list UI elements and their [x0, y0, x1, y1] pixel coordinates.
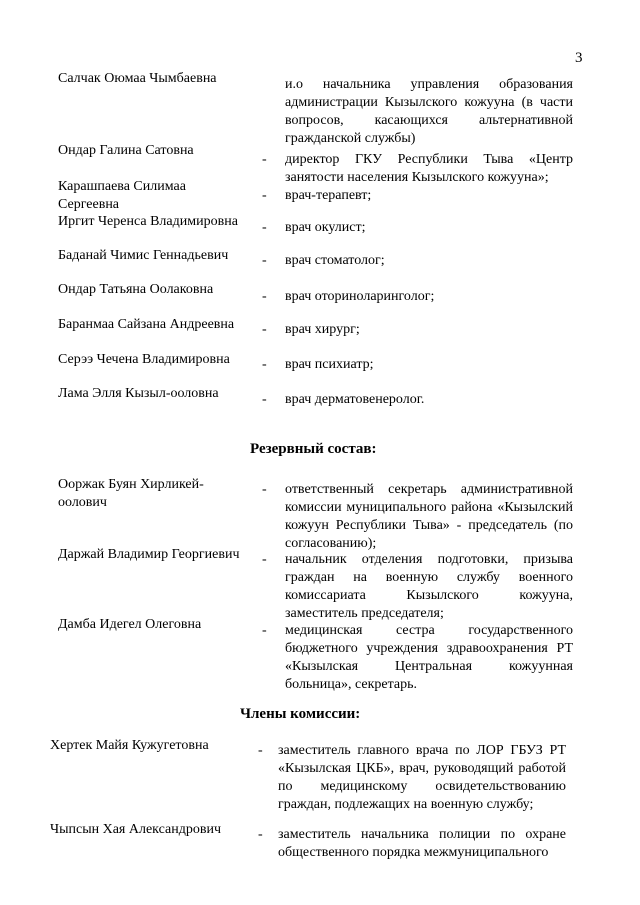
member-duty: врач дерматовенеролог.	[285, 392, 425, 407]
reserve-heading: Резервный состав:	[250, 441, 377, 457]
member-duty: врач оториноларинголог;	[285, 289, 435, 304]
members-heading: Члены комиссии:	[240, 706, 361, 722]
member-name: Ооржак Буян Хирликей-оолович	[58, 477, 204, 510]
list-dash: -	[262, 322, 267, 337]
member-duty: директор ГКУ Республики Тыва «Центр занятости населения Кызылского кожууна»;	[285, 152, 573, 185]
list-dash: -	[262, 289, 267, 304]
member-name: Баранмаа Сайзана Андреевна	[58, 317, 235, 332]
member-duty: врач психиатр;	[285, 357, 374, 372]
member-name: Салчак Оюмаа Чымбаевна	[58, 71, 217, 86]
list-dash: -	[262, 220, 267, 235]
member-name: Лама Элля Кызыл-ооловна	[58, 386, 219, 401]
member-name: Хертек Майя Кужугетовна	[50, 738, 209, 753]
list-dash: -	[262, 552, 267, 567]
list-dash: -	[262, 623, 267, 638]
member-name: Карашпаева Силимаа Сергеевна	[58, 179, 186, 212]
member-duty: врач-терапевт;	[285, 188, 372, 203]
member-name: Даржай Владимир Георгиевич	[58, 547, 240, 562]
member-name: Баданай Чимис Геннадьевич	[58, 248, 229, 263]
member-duty: заместитель главного врача по ЛОР ГБУЗ РТ «Кызылская ЦКБ», врач, руководящий работой по медицинскому освидетельствованию граждан, подлежащих на военную службу;	[278, 743, 566, 812]
member-name: Иргит Черенса Владимировна	[58, 214, 238, 229]
member-duty: ответственный секретарь административной комиссии муниципального района «Кызылский кожуун Республики Тыва» - председатель (по согласованию);	[285, 482, 573, 551]
member-duty: врач стоматолог;	[285, 253, 385, 268]
member-duty: врач хирург;	[285, 322, 360, 337]
member-name: Ондар Татьяна Оолаковна	[58, 282, 214, 297]
member-duty: заместитель начальника полиции по охране общественного порядка межмуниципального	[278, 827, 566, 860]
member-duty: врач окулист;	[285, 220, 366, 235]
list-dash: -	[258, 827, 263, 842]
list-dash: -	[262, 482, 267, 497]
list-dash: -	[262, 152, 267, 167]
member-duty: начальник отделения подготовки, призыва граждан на военную службу военного комиссариата Кызылского кожууна, заместитель председателя;	[285, 552, 573, 621]
list-dash: -	[262, 188, 267, 203]
member-name: Чыпсын Хая Александрович	[50, 822, 221, 837]
page-number: 3	[575, 50, 583, 66]
member-duty: медицинская сестра государственного бюджетного учреждения здравоохранения РТ «Кызылская Центральная кожуунная больница», секретарь.	[285, 623, 573, 692]
list-dash: -	[262, 392, 267, 407]
list-dash: -	[262, 357, 267, 372]
member-duty: и.о начальника управления образования администрации Кызылского кожууна (в части вопросов, касающихся альтернативной гражданской службы)	[285, 77, 573, 146]
member-name: Ондар Галина Сатовна	[58, 143, 194, 158]
list-dash: -	[258, 743, 263, 758]
list-dash: -	[262, 253, 267, 268]
member-name: Серээ Чечена Владимировна	[58, 352, 230, 367]
member-name: Дамба Идегел Олеговна	[58, 617, 202, 632]
